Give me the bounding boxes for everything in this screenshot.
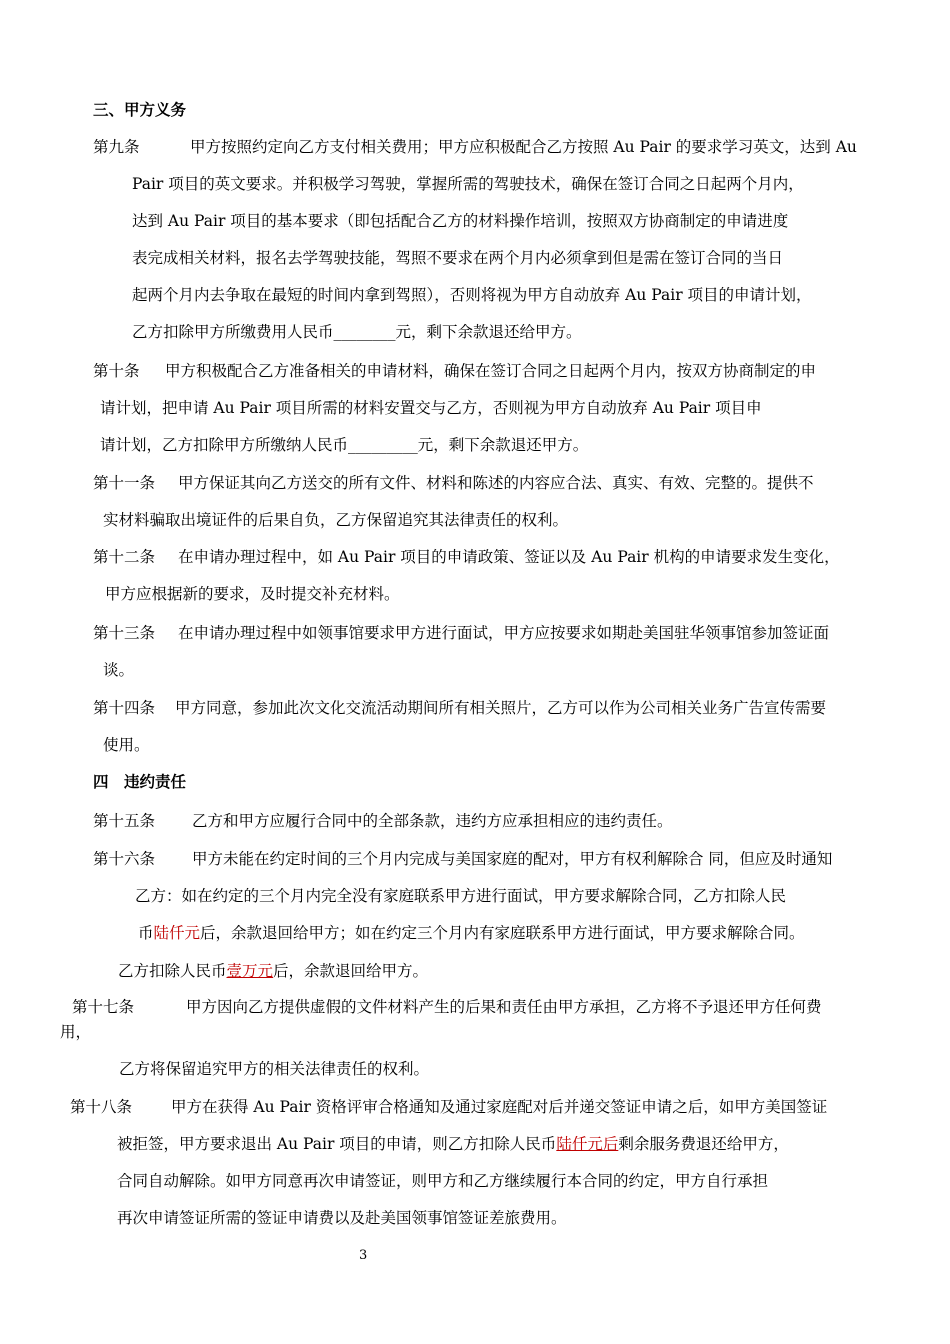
article-text: 请计划，乙方扣除甲方所缴纳人民币_________元，剩下余款退还甲方。 [100, 436, 589, 454]
page-number: 3 [359, 1248, 368, 1263]
article-text: 在申请办理过程中，如 Au Pair 项目的申请政策、签证以及 Au Pair 机构的申请要求发生变化， [178, 548, 840, 566]
article-text: 请计划，把申请 Au Pair 项目所需的材料安置交与乙方，否则视为甲方自动放弃 Au Pair 项目申 [100, 399, 762, 417]
article-label: 第十条 [93, 362, 140, 380]
article-text: 达到 Au Pair 项目的基本要求（即包括配合乙方的材料操作培训，按照双方协商制定的申请进度 [132, 212, 789, 230]
article-text: 甲方保证其向乙方送交的所有文件、材料和陈述的内容应合法、真实、有效、完整的。提供不 [178, 474, 814, 492]
highlighted-amount: 壹万元 [226, 962, 274, 980]
section-title: 四 违约责任 [93, 773, 187, 791]
article-text: 乙方扣除人民币壹万元后，余款退回给甲方。 [118, 962, 429, 980]
article-text: 在申请办理过程中如领事馆要求甲方进行面试，甲方应按要求如期赴美国驻华领事馆参加签证面 [178, 624, 830, 642]
article-label: 第十三条 [93, 624, 156, 642]
article-text: 乙方扣除甲方所缴费用人民币________元，剩下余款退还给甲方。 [132, 323, 582, 341]
article-text: 甲方应根据新的要求，及时提交补充材料。 [105, 585, 400, 603]
article-text: 甲方积极配合乙方准备相关的申请材料，确保在签订合同之日起两个月内，按双方协商制定的申 [165, 362, 817, 380]
article-text: 甲方在获得 Au Pair 资格评审合格通知及通过家庭配对后并递交签证申请之后，如甲方美国签证 [171, 1098, 828, 1116]
article-text: 乙方：如在约定的三个月内完全没有家庭联系甲方进行面试，甲方要求解除合同，乙方扣除人民 [135, 887, 787, 905]
article-text: 合同自动解除。如甲方同意再次申请签证，则甲方和乙方继续履行本合同的约定，甲方自行承担 [117, 1172, 769, 1190]
article-text: 起两个月内去争取在最短的时间内拿到驾照），否则将视为甲方自动放弃 Au Pair 项目的申请计划， [132, 286, 812, 304]
article-label: 第十四条 [93, 699, 156, 717]
article-label: 第十二条 [93, 548, 156, 566]
article-label: 第九条 [93, 138, 140, 156]
article-label: 第十八条 [70, 1098, 133, 1116]
article-text: 被拒签，甲方要求退出 Au Pair 项目的申请，则乙方扣除人民币陆仟元后剩余服务费退还给甲方， [117, 1135, 789, 1153]
article-label: 第十七条 [72, 998, 135, 1016]
highlighted-amount: 陆仟元 [153, 924, 201, 942]
blank-field: ________ [333, 323, 396, 341]
article-text: 甲方同意，参加此次文化交流活动期间所有相关照片，乙方可以作为公司相关业务广告宣传需要 [175, 699, 827, 717]
article-text: 甲方因向乙方提供虚假的文件材料产生的后果和责任由甲方承担，乙方将不予退还甲方任何费 [186, 998, 822, 1016]
article-label: 第十六条 [93, 850, 156, 868]
article-label: 第十五条 [93, 812, 156, 830]
article-text: Pair 项目的英文要求。并积极学习驾驶，掌握所需的驾驶技术，确保在签订合同之日起两个月内， [132, 175, 804, 193]
article-text: 谈。 [103, 661, 135, 679]
article-text: 甲方未能在约定时间的三个月内完成与美国家庭的配对，甲方有权利解除合 同，但应及时通知 [192, 850, 833, 868]
article-text: 甲方按照约定向乙方支付相关费用；甲方应积极配合乙方按照 Au Pair 的要求学习英文，达到 Au [190, 138, 857, 156]
article-label: 第十一条 [93, 474, 156, 492]
article-text: 再次申请签证所需的签证申请费以及赴美国领事馆签证差旅费用。 [117, 1209, 567, 1227]
blank-field: _________ [348, 436, 418, 454]
article-text: 表完成相关材料，报名去学驾驶技能，驾照不要求在两个月内必须拿到但是需在签订合同的当日 [132, 249, 784, 267]
article-text: 用， [60, 1023, 92, 1041]
highlighted-amount: 陆仟元后 [556, 1135, 619, 1153]
article-text: 实材料骗取出境证件的后果自负，乙方保留追究其法律责任的权利。 [103, 511, 569, 529]
article-text: 乙方和甲方应履行合同中的全部条款，违约方应承担相应的违约责任。 [192, 812, 673, 830]
article-text: 币陆仟元后，余款退回给甲方；如在约定三个月内有家庭联系甲方进行面试，甲方要求解除合同。 [138, 924, 805, 942]
section-title: 三、甲方义务 [93, 101, 187, 119]
article-text: 使用。 [103, 736, 150, 754]
article-text: 乙方将保留追究甲方的相关法律责任的权利。 [119, 1060, 430, 1078]
